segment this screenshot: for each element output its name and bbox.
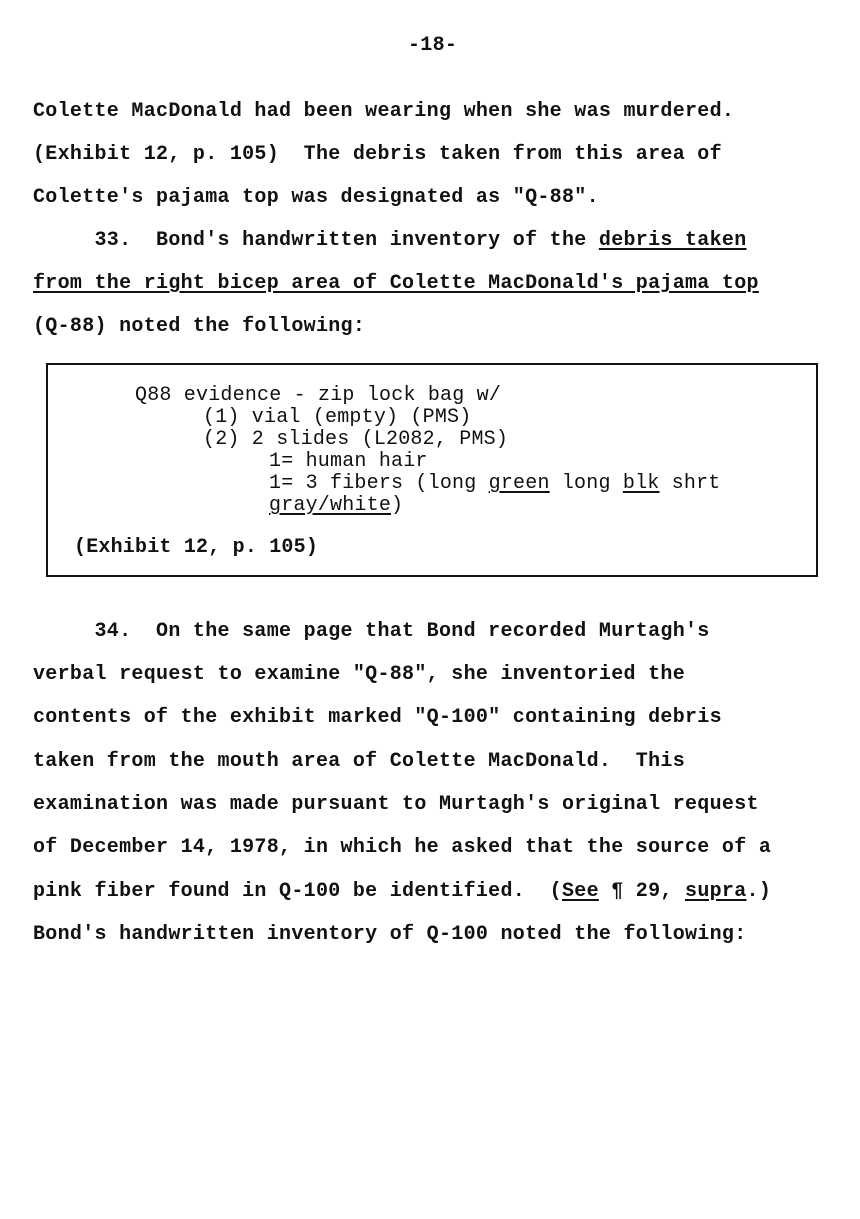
paragraph-34-line-8: Bond's handwritten inventory of Q-100 noted the following: xyxy=(33,923,747,946)
paragraph-34-line-6: of December 14, 1978, in which he asked that the source of a xyxy=(33,836,772,859)
paragraph-top-line-1: Colette MacDonald had been wearing when she was murdered. xyxy=(33,100,735,123)
paragraph-top-line-2: (Exhibit 12, p. 105) The debris taken from this area of xyxy=(33,143,722,166)
paragraph-33-underlined-text: debris taken xyxy=(598,229,747,252)
paragraph-34-line-4: taken from the mouth area of Colette MacDonald. This xyxy=(33,750,686,773)
page-number: -18- xyxy=(408,34,458,57)
quote-underlined-gray-white: gray/white xyxy=(269,494,392,517)
quote-line-5 xyxy=(269,473,721,495)
quote-box xyxy=(46,363,818,577)
quote-line-6 xyxy=(269,495,403,517)
quote-line-5-end: shrt xyxy=(659,472,721,495)
paragraph-34-line-2: verbal request to examine "Q-88", she inventoried the xyxy=(33,663,686,686)
paragraph-34-line-7 xyxy=(33,880,771,904)
quote-line-3: (2) 2 slides (L2082, PMS) xyxy=(203,428,509,451)
quote-line-4: 1= human hair xyxy=(269,450,428,473)
paragraph-33-line-3: (Q-88) noted the following: xyxy=(33,315,366,338)
quote-citation: (Exhibit 12, p. 105) xyxy=(74,536,319,559)
quote-line-5-mid: long xyxy=(549,472,623,495)
quote-underlined-green: green xyxy=(488,472,550,495)
paragraph-33-line-1-text: 33. Bond's handwritten inventory of the xyxy=(33,229,599,252)
quote-line-6-end: ) xyxy=(391,494,404,517)
paragraph-33-line-1 xyxy=(33,229,747,253)
supra-signal: supra xyxy=(685,880,747,903)
quote-underlined-blk: blk xyxy=(622,472,660,495)
paragraph-top-line-3: Colette's pajama top was designated as "Q-88". xyxy=(33,186,599,209)
paragraph-34-line-3: contents of the exhibit marked "Q-100" containing debris xyxy=(33,706,722,729)
paragraph-34-line-7-mid: ¶ 29, xyxy=(598,880,686,903)
quote-line-1: Q88 evidence - zip lock bag w/ xyxy=(135,384,502,407)
paragraph-34-line-7-end: .) xyxy=(746,880,772,903)
paragraph-33-line-2: from the right bicep area of Colette MacDonald's pajama top xyxy=(33,272,759,295)
quote-line-2: (1) vial (empty) (PMS) xyxy=(203,406,472,429)
paragraph-34-line-1: 34. On the same page that Bond recorded Murtagh's xyxy=(33,620,710,643)
paragraph-34-line-5: examination was made pursuant to Murtagh's original request xyxy=(33,793,759,816)
paragraph-34-line-7-start: pink fiber found in Q-100 be identified. ( xyxy=(33,880,562,903)
quote-line-5-start: 1= 3 fibers (long xyxy=(269,472,489,495)
see-signal: See xyxy=(561,880,599,903)
